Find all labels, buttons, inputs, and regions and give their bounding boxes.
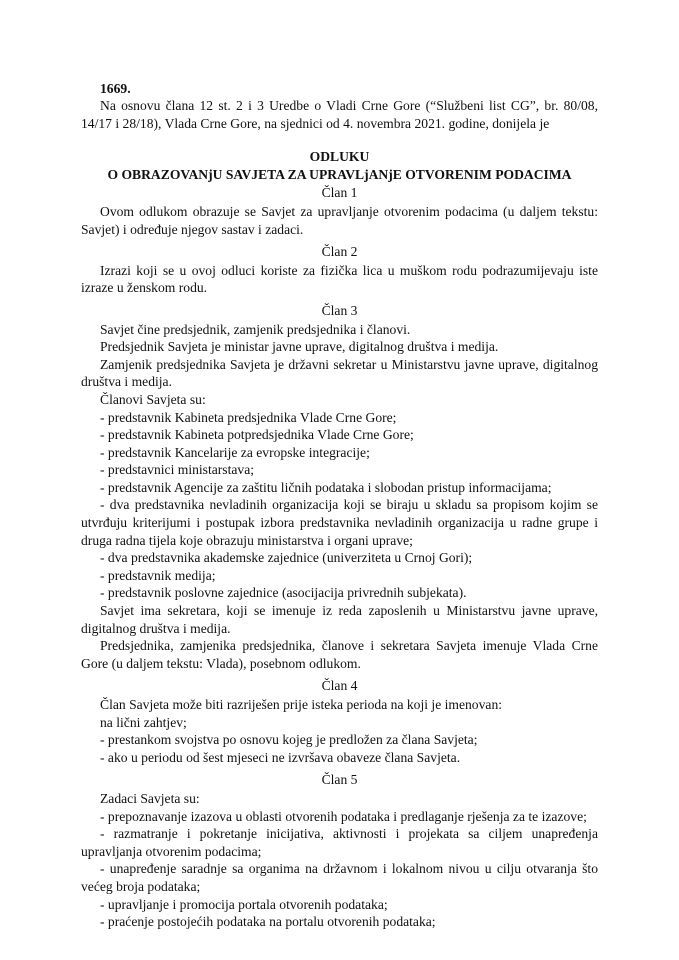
list-item: - unapređenje saradnje sa organima na državnom i lokalnom nivou u cilju otvaranja što većeg broja podataka; <box>81 861 598 894</box>
article-3-paragraph: Članovi Savjeta su: <box>100 391 206 407</box>
article-5-heading: Član 5 <box>321 772 358 788</box>
list-item: - upravljanje i promocija portala otvorenih podataka; <box>100 896 388 912</box>
article-4-paragraph: Član Savjeta može biti razriješen prije isteka perioda na koji je imenovan: <box>100 697 503 712</box>
article-2-paragraph: Izrazi koji se u ovoj odluci koriste za fizička lica u muškom rodu podrazumijevaju iste izraze u ženskom rodu. <box>81 262 598 296</box>
article-3-paragraph: Savjet čine predsjednik, zamjenik predsjednika i članovi. <box>100 321 411 337</box>
list-item: - razmatranje i pokretanje inicijativa, aktivnosti i projekata sa ciljem unapređenja upravljanja otvorenim podacima; <box>81 826 598 859</box>
title-line-1: ODLUKU <box>309 149 370 165</box>
preamble: Na osnovu člana 12 st. 2 i 3 Uredbe o Vladi Crne Gore (“Službeni list CG”, br. 80/08, 14/17 i 28/18), Vlada Crne Gore, na sjednici od 4. novembra 2021. godine, donijela je <box>81 98 598 131</box>
decision-number: 1669. <box>100 81 131 96</box>
article-3-paragraph: Predsjednik Savjeta je ministar javne uprave, digitalnog društva i medija. <box>100 339 499 355</box>
article-5-paragraph: Zadaci Savjeta su: <box>100 790 200 806</box>
list-item: - predstavnik Kabineta predsjednika Vlade Crne Gore; <box>100 409 397 425</box>
list-item: - predstavnik poslovne zajednice (asocijacija privrednih subjekata). <box>100 585 467 601</box>
list-item: - predstavnik Agencije za zaštitu ličnih podataka i slobodan pristup informacijama; <box>100 479 552 495</box>
list-item: - predstavnik Kabineta potpredsjednika Vlade Crne Gore; <box>100 427 414 443</box>
list-item: - ako u periodu od šest mjeseci ne izvršava obaveze člana Savjeta. <box>100 749 461 765</box>
list-item: - predstavnik medija; <box>100 567 216 583</box>
list-item: - dva predstavnika akademske zajednice (univerziteta u Crnoj Gori); <box>100 550 473 566</box>
document-body <box>81 97 598 931</box>
list-item: - prestankom svojstva po osnovu kojeg je predložen za člana Savjeta; <box>100 732 478 748</box>
list-item: - predstavnik Kancelarije za evropske integracije; <box>100 444 370 460</box>
article-2-heading: Član 2 <box>321 244 358 260</box>
article-3-paragraph: Zamjenik predsjednika Savjeta je državni sekretar u Ministarstvu javne uprave, digitalnog društva i medija. <box>81 356 598 390</box>
article-4-heading: Član 4 <box>321 678 358 694</box>
article-1-heading: Član 1 <box>321 185 358 201</box>
list-item: - praćenje postojećih podataka na portalu otvorenih podataka; <box>100 914 436 930</box>
list-item: - dva predstavnika nevladinih organizacija koji se biraju u skladu sa propisom kojim se utvrđuju kriterijumi i postupak izbora predstavnika nevladinih organizacija u radne grupe i druga radna tijela koje obrazuju ministarstva i organi uprave; <box>81 497 598 548</box>
title-line-2: O OBRAZOVANjU SAVJETA ZA UPRAVLjANjE OTVORENIM PODACIMA <box>107 166 572 182</box>
article-3-paragraph: Savjet ima sekretara, koji se imenuje iz reda zaposlenih u Ministarstvu javne uprave, digitalnog društva i medija. <box>81 603 598 636</box>
list-item: - prepoznavanje izazova u oblasti otvorenih podataka i predlaganje rješenja za te izazove; <box>100 808 587 824</box>
list-item: - predstavnici ministarstava; <box>100 462 255 478</box>
article-3-heading: Član 3 <box>321 302 358 318</box>
list-item: na lični zahtjev; <box>100 714 187 730</box>
article-3-paragraph: Predsjednika, zamjenika predsjednika, članove i sekretara Savjeta imenuje Vlada Crne Gore (u daljem tekstu: Vlada), posebnom odlukom. <box>81 638 598 671</box>
article-1-paragraph: Ovom odlukom obrazuje se Savjet za upravljanje otvorenim podacima (u daljem tekstu: Savjet) i određuje njegov sastav i zadaci. <box>81 203 598 237</box>
